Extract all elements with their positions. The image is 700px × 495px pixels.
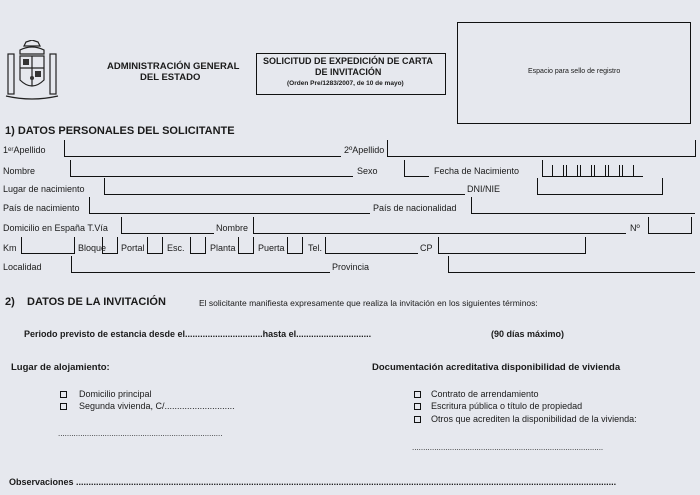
field-localidad[interactable] (71, 256, 330, 273)
section2-heading: DATOS DE LA INVITACIÓN (27, 296, 166, 308)
checkbox-segunda-vivienda[interactable] (60, 403, 67, 410)
label-sexo: Sexo (357, 166, 378, 176)
field-nombre[interactable] (70, 160, 353, 177)
maximo-dias: (90 días máximo) (491, 329, 565, 339)
date-cell (552, 165, 564, 177)
field-portal[interactable] (147, 237, 163, 254)
observaciones: Observaciones ........................................................................................................................................................................................................................ (9, 477, 617, 487)
field-pais-nacimiento[interactable] (89, 197, 370, 214)
registry-stamp-area (457, 22, 691, 124)
field-bloque[interactable] (102, 237, 118, 254)
field-primer-apellido[interactable] (64, 140, 341, 157)
field-planta[interactable] (238, 237, 254, 254)
option-otros: Otros que acrediten la disponibilidad de la vivienda: (431, 414, 637, 424)
date-cell (566, 165, 578, 177)
label-dni-nie: DNI/NIE (467, 184, 501, 194)
date-cell (622, 165, 634, 177)
label-primer-apellido: 1ᵉʳApellido (3, 145, 46, 155)
doc-acreditativa-title: Documentación acreditativa disponibilidad de vivienda (372, 362, 621, 373)
field-lugar-nacimiento[interactable] (104, 178, 465, 195)
field-nombre-via[interactable] (253, 217, 626, 234)
label-localidad: Localidad (3, 262, 42, 272)
field-segundo-apellido[interactable] (387, 140, 696, 157)
otros-dotted-line: ...................................................................................... (412, 443, 604, 452)
label-portal: Portal (121, 243, 145, 253)
field-puerta[interactable] (287, 237, 303, 254)
address-dotted-line: .......................................................................... (58, 429, 223, 438)
label-segundo-apellido: 2ºApellido (344, 145, 385, 155)
label-domicilio: Domicilio en España T.Vía (3, 223, 108, 233)
field-sexo[interactable] (404, 160, 429, 177)
checkbox-otros[interactable] (414, 416, 421, 423)
field-dni-nie[interactable] (537, 178, 663, 195)
option-contrato-arrendamiento: Contrato de arrendamiento (431, 389, 539, 399)
periodo-estancia: Periodo previsto de estancia desde el...............................hasta el.............................. (24, 329, 372, 339)
label-pais-nacimiento: País de nacimiento (3, 203, 80, 213)
label-provincia: Provincia (332, 262, 370, 272)
label-bloque: Bloque (78, 243, 107, 253)
org-name-line2: DEL ESTADO (140, 72, 201, 83)
field-pais-nacionalidad[interactable] (471, 197, 695, 214)
checkbox-domicilio-principal[interactable] (60, 391, 67, 398)
field-tipo-via[interactable] (121, 217, 214, 234)
section2-heading-number: 2) (5, 296, 15, 308)
option-escritura-publica: Escritura pública o título de propiedad (431, 401, 583, 411)
field-cp[interactable] (438, 237, 586, 254)
form-title-line3: (Orden Pre/1283/2007, de 10 de mayo) (287, 80, 404, 87)
date-cell (580, 165, 592, 177)
field-provincia[interactable] (448, 256, 695, 273)
label-puerta: Puerta (258, 243, 285, 253)
field-km[interactable] (21, 237, 75, 254)
label-pais-nacionalidad: País de nacionalidad (373, 203, 457, 213)
form-title-box (256, 53, 446, 95)
field-numero[interactable] (648, 217, 692, 234)
date-cell (608, 165, 620, 177)
coat-of-arms-icon (4, 40, 60, 106)
field-esc[interactable] (190, 237, 206, 254)
label-tel: Tel. (308, 243, 323, 253)
org-name-line1: ADMINISTRACIÓN GENERAL (107, 61, 240, 72)
stamp-area-label: Espacio para sello de registro (528, 68, 621, 75)
label-lugar-nacimiento: Lugar de nacimiento (3, 184, 85, 194)
field-tel[interactable] (325, 237, 418, 254)
option-segunda-vivienda: Segunda vivienda, C/............................ (79, 401, 235, 411)
section1-heading: 1) DATOS PERSONALES DEL SOLICITANTE (5, 125, 235, 137)
form-title-line2: DE INVITACIÓN (315, 67, 382, 77)
option-domicilio-principal: Domicilio principal (79, 389, 152, 399)
checkbox-contrato-arrendamiento[interactable] (414, 391, 421, 398)
label-cp: CP (420, 243, 433, 253)
label-planta: Planta (210, 243, 236, 253)
date-cell (594, 165, 606, 177)
lugar-alojamiento-title: Lugar de alojamiento: (11, 362, 110, 373)
label-numero: Nº (630, 223, 640, 233)
label-nombre-via: Nombre (216, 223, 249, 233)
label-esc: Esc. (167, 243, 185, 253)
checkbox-escritura-publica[interactable] (414, 403, 421, 410)
section2-intro: El solicitante manifiesta expresamente que realiza la invitación en los siguientes términos: (199, 298, 538, 308)
label-km: Km (3, 243, 17, 253)
label-fecha-nacimiento: Fecha de Nacimiento (434, 166, 520, 176)
form-title-line1: SOLICITUD DE EXPEDICIÓN DE CARTA (263, 56, 433, 66)
label-nombre: Nombre (3, 166, 36, 176)
